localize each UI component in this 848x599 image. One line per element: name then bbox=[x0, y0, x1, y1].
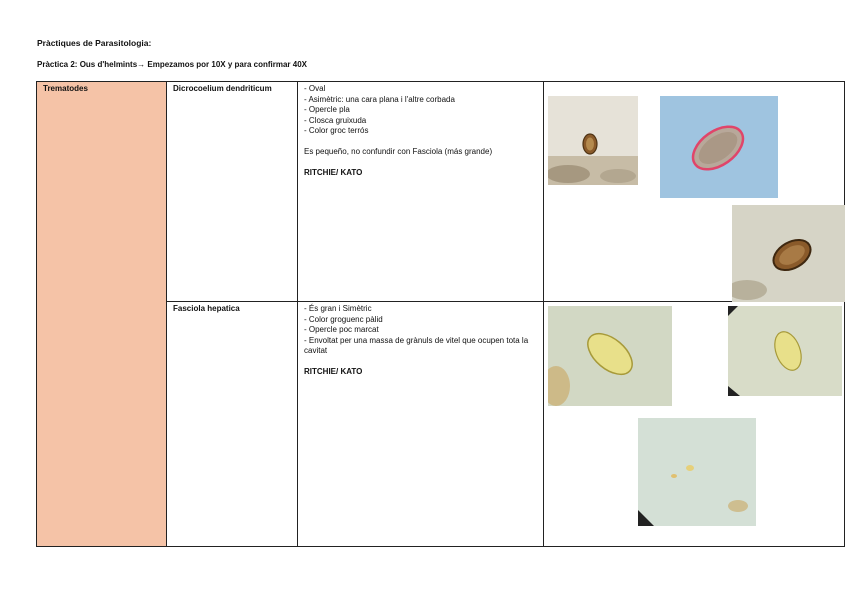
description-cell bbox=[298, 302, 544, 547]
helminth-eggs-table bbox=[36, 81, 845, 547]
fasciola-micrograph-2 bbox=[728, 306, 842, 396]
trait-line: - Envoltat per una massa de grànuls de vitel que ocupen tota la cavitat bbox=[304, 335, 529, 355]
species-name: Fasciola hepatica bbox=[173, 304, 240, 313]
trait-line: - És gran i Simètric bbox=[304, 304, 372, 313]
group-cell bbox=[37, 82, 167, 547]
species-cell bbox=[167, 302, 298, 547]
trait-line: - Color groguenc pàlid bbox=[304, 314, 383, 324]
trait-line: - Color groc terrós bbox=[304, 126, 369, 135]
page-title: Pràctiques de Parasitologia: bbox=[37, 38, 152, 48]
trait-line: - Closca gruixuda bbox=[304, 115, 367, 125]
images-cell bbox=[544, 82, 845, 302]
dicrocoelium-micrograph-2 bbox=[660, 96, 778, 198]
fasciola-micrograph-3 bbox=[638, 418, 756, 526]
fasciola-micrograph-1 bbox=[548, 306, 672, 406]
description-cell bbox=[298, 82, 544, 302]
method-label: RITCHIE/ KATO bbox=[304, 168, 363, 177]
dicrocoelium-micrograph-3 bbox=[732, 205, 845, 302]
trait-line: - Opercle poc marcat bbox=[304, 325, 379, 334]
images-cell bbox=[544, 302, 845, 547]
group-label: Trematodes bbox=[43, 84, 88, 93]
trait-line: - Asimètric: una cara plana i l'altre corbada bbox=[304, 94, 455, 104]
trait-line: - Opercle pla bbox=[304, 105, 350, 114]
species-cell bbox=[167, 82, 298, 302]
table-row bbox=[37, 82, 845, 302]
dicrocoelium-micrograph-1 bbox=[548, 96, 638, 185]
size-note: Es pequeño, no confundir con Fasciola (más grande) bbox=[304, 147, 493, 156]
method-label: RITCHIE/ KATO bbox=[304, 367, 363, 376]
trait-line: - Oval bbox=[304, 84, 326, 93]
species-name: Dicrocoelium dendriticum bbox=[173, 84, 272, 93]
practice-subtitle: Pràctica 2: Ous d'helmints→ Empezamos por 10X y para confirmar 40X bbox=[37, 60, 307, 69]
